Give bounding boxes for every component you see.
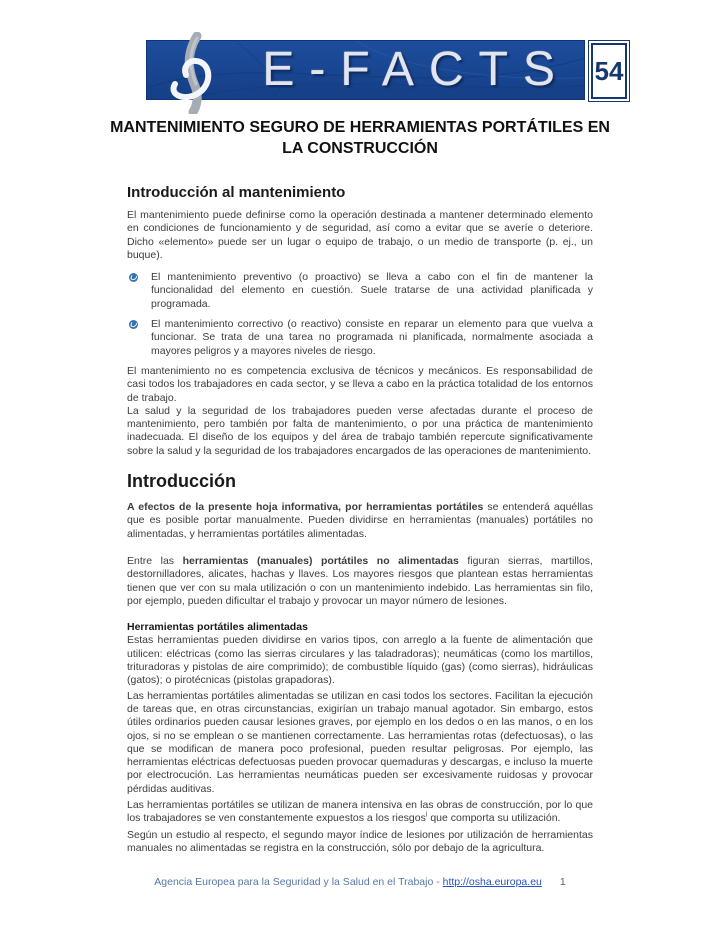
osha-website-link[interactable]: http://osha.europa.eu	[442, 876, 542, 888]
bullet-swirl-icon	[129, 273, 138, 282]
paragraph: Según un estudio al respecto, el segundo mayor índice de lesiones por utilización de herramientas manuales no alimentadas se registra en la construcción, sólo por debajo de la agricultura.	[127, 828, 593, 854]
paragraph: Estas herramientas pueden dividirse en varios tipos, con arreglo a la fuente de alimentación que utilicen: eléctricas (como las sierras circulares y las taladradoras); neumáticas (como los martillos, trituradoras y pistolas de aire comprimido); de combustible líquido (gas) (como sierras), hidráulicas (gatos); o pirotécnicas (pistolas grapadoras).	[127, 634, 593, 687]
page-number: 1	[559, 876, 566, 888]
paragraph: El mantenimiento puede definirse como la operación destinada a mantener determinado elemento en condiciones de funcionamiento y de seguridad, así como a evitar que se averíe o deteriore. Dicho «elemento» puede ser un lugar o equipo de trabajo, o un medio de transporte (p. ej., un buque).	[127, 209, 593, 261]
bullet-swirl-icon	[129, 320, 138, 329]
paragraph: El mantenimiento no es competencia exclusiva de técnicos y mecánicos. Es responsabilidad de casi todos los trabajadores en cada sector, y se lleva a cabo en la práctica totalidad de los entornos de trabajo.	[127, 364, 593, 404]
list-item-text: El mantenimiento preventivo (o proactivo) se lleva a cabo con el fin de mantener la funcionalidad del elemento en cuestión. Suele tratarse de una actividad planificada y programada.	[151, 271, 593, 310]
section-heading-introduccion: Introducción	[127, 471, 236, 492]
efacts-banner	[146, 40, 585, 100]
efacts-brand-title: E-FACTS	[262, 43, 570, 96]
paragraph	[127, 799, 593, 826]
paragraph-text: figuran sierras, martillos, destornilladores, alicates, hachas y llaves. Los mayores riesgos que plantean estas herramientas tienen que ver con su mala utilización o con un mantenimiento indebido. Las herramientas sin filo, por ejemplo, pueden dificultar el trabajo y provocar un mayor número de lesiones.	[127, 554, 593, 607]
section-heading-intro-mantenimiento: Introducción al mantenimiento	[127, 184, 346, 201]
paragraph-text: Las herramientas portátiles se utilizan de manera intensiva en las obras de construcción, por lo que los trabajadores se ven constantemente expuestos a los riesgos	[127, 798, 593, 825]
footnote-reference: i	[425, 811, 428, 819]
paragraph-text: Entre las	[127, 554, 183, 567]
osha-logo-icon	[155, 32, 233, 119]
list-item	[127, 318, 593, 358]
paragraph: Las herramientas portátiles alimentadas se utilizan en casi todos los sectores. Facilitan la ejecución de tareas que, en otras circunstancias, exigirían un trabajo manual agotador. Sin embargo, estos útiles ordinarios pueden causar lesiones graves, por ejemplo en los dedos o en las manos, o en los ojos, si no se emplean o se mantienen correctamente. Las herramientas rotas (defectuosas), o las que se modifican de manera poco profesional, pueden resultar peligrosas. Por ejemplo, las herramientas eléctricas defectuosas pueden provocar quemaduras y descargas, e incluso la muerte por electrocución. Las herramientas neumáticas pueden ser excesivamente ruidosas y provocar pérdidas auditivas.	[127, 689, 593, 795]
list-item-text: El mantenimiento correctivo (o reactivo) consiste en reparar un elemento para que vuelva a funcionar. Se trata de una tarea no programada ni planificada, normalmente asociada a mayores peligros y a mayores niveles de riesgo.	[151, 318, 593, 357]
paragraph	[127, 501, 593, 541]
list-item	[127, 271, 593, 311]
paragraph-text: que comporta su utilización.	[427, 812, 561, 825]
bullet-list	[127, 271, 593, 358]
issue-number: 54	[591, 43, 627, 99]
paragraph: La salud y la seguridad de los trabajadores pueden verse afectadas durante el proceso de mantenimiento, pero también por falta de mantenimiento, o por una práctica de mantenimiento inadecuada. El diseño de los equipos y del área de trabajo también repercute significativamente sobre la salud y la seguridad de los trabajadores encargados de las operaciones de mantenimiento.	[127, 404, 593, 457]
footer-agency-text: Agencia Europea para la Seguridad y la Salud en el Trabajo -	[154, 876, 443, 888]
page-title: MANTENIMIENTO SEGURO DE HERRAMIENTAS PORTÁTILES EN LA CONSTRUCCIÓN	[110, 119, 610, 157]
bold-lead-text: A efectos de la presente hoja informativa, por herramientas portátiles	[127, 501, 484, 514]
page-footer	[127, 876, 593, 889]
document-body	[127, 184, 593, 855]
bold-term-text: herramientas (manuales) portátiles no alimentadas	[182, 554, 459, 567]
paragraph	[127, 555, 593, 608]
subsection-heading-herramientas-alimentadas: Herramientas portátiles alimentadas	[127, 621, 308, 634]
paragraph-text: se entenderá aquéllas que es posible portar manualmente. Pueden dividirse en herramientas (manuales) portátiles no alimentadas, y herramientas portátiles alimentadas.	[127, 501, 594, 540]
issue-number-box	[588, 40, 630, 102]
